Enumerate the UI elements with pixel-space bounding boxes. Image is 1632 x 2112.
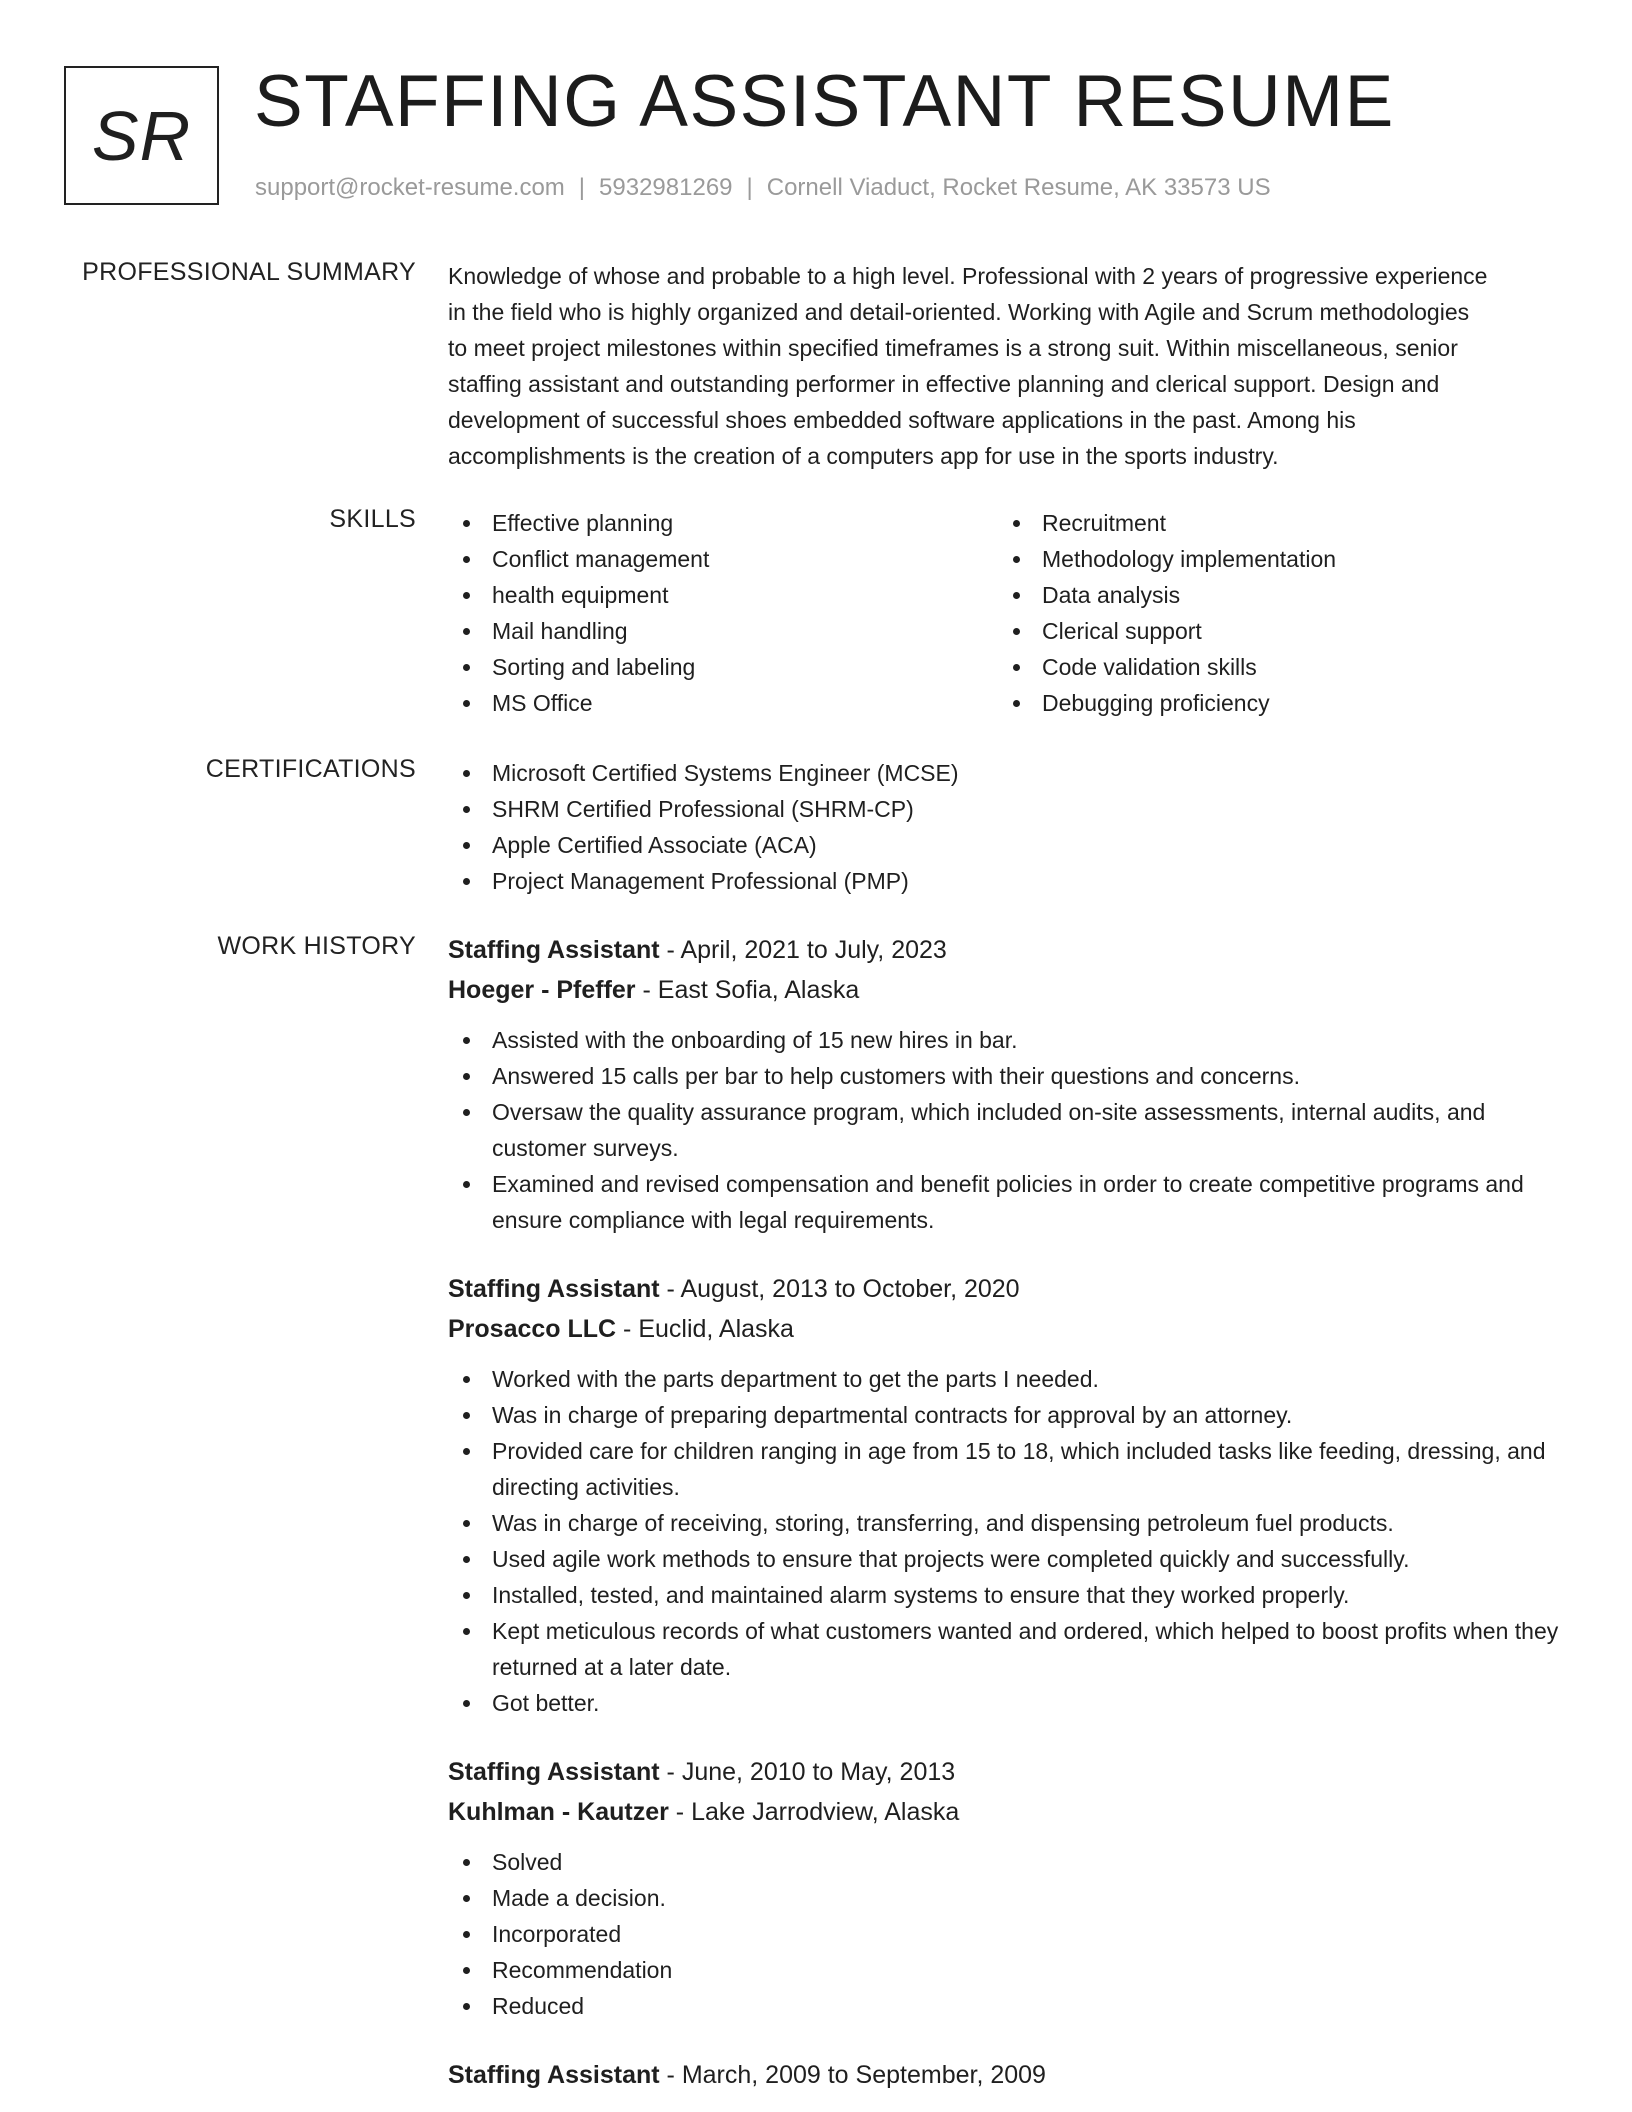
job-bullet: Incorporated bbox=[448, 1916, 1578, 1952]
job-company: Hoeger - Pfeffer bbox=[448, 976, 636, 1004]
summary-line: in the field who is highly organized and detail-oriented. Working with Agile and Scrum methodologies bbox=[448, 299, 1470, 325]
skill-item: Methodology implementation bbox=[998, 541, 1548, 577]
resume-header bbox=[64, 61, 1564, 211]
job-dates: - August, 2013 to October, 2020 bbox=[659, 1275, 1020, 1303]
resume-title: STAFFING ASSISTANT RESUME bbox=[254, 61, 1395, 142]
job-title: Staffing Assistant bbox=[448, 2061, 660, 2089]
skill-item: Effective planning bbox=[448, 505, 998, 541]
contact-line bbox=[255, 174, 1271, 202]
section-label-certifications: CERTIFICATIONS bbox=[205, 755, 416, 783]
summary-text bbox=[448, 258, 1578, 474]
job-dates: - March, 2009 to September, 2009 bbox=[659, 2061, 1046, 2089]
skill-item: Sorting and labeling bbox=[448, 649, 998, 685]
certifications-content bbox=[448, 755, 1578, 899]
job-title-line bbox=[448, 2055, 1578, 2095]
job-location: - Lake Jarrodview, Alaska bbox=[668, 1798, 960, 1826]
job-title: Staffing Assistant bbox=[448, 1275, 660, 1303]
job-bullet: Recommendation bbox=[448, 1952, 1578, 1988]
skill-item: Debugging proficiency bbox=[998, 685, 1548, 721]
section-label-work-history: WORK HISTORY bbox=[217, 932, 416, 960]
contact-separator: | bbox=[746, 174, 753, 201]
certification-item: Project Management Professional (PMP) bbox=[448, 863, 1578, 899]
job-location: - Euclid, Alaska bbox=[616, 1315, 794, 1343]
monogram-initials: SR bbox=[91, 96, 192, 175]
job-bullet: Got better. bbox=[448, 1685, 1578, 1721]
skill-item: Clerical support bbox=[998, 613, 1548, 649]
contact-phone[interactable]: 5932981269 bbox=[599, 174, 733, 201]
job-bullet: Made a decision. bbox=[448, 1880, 1578, 1916]
job-company-line bbox=[448, 1309, 1578, 1349]
job-title: Staffing Assistant bbox=[448, 1758, 660, 1786]
section-label-skills: SKILLS bbox=[329, 505, 416, 533]
certifications-list bbox=[448, 755, 1578, 899]
job-bullet: Examined and revised compensation and benefit policies in order to create competitive programs and ensure compliance with legal requirements. bbox=[448, 1166, 1578, 1238]
summary-line: accomplishments is the creation of a computers app for use in the sports industry. bbox=[448, 443, 1279, 469]
skill-item: health equipment bbox=[448, 577, 998, 613]
skills-list-left bbox=[448, 505, 998, 721]
skill-item: Mail handling bbox=[448, 613, 998, 649]
job-bullet: Oversaw the quality assurance program, which included on-site assessments, internal audits, and customer surveys. bbox=[448, 1094, 1578, 1166]
skill-item: MS Office bbox=[448, 685, 998, 721]
skill-item: Data analysis bbox=[998, 577, 1548, 613]
job-bullet: Solved bbox=[448, 1844, 1578, 1880]
job-title-line bbox=[448, 1752, 1578, 1792]
job-dates: - April, 2021 to July, 2023 bbox=[659, 936, 947, 964]
job-bullet: Was in charge of preparing departmental contracts for approval by an attorney. bbox=[448, 1397, 1578, 1433]
skills-list-right bbox=[998, 505, 1548, 721]
job-bullets bbox=[448, 1022, 1578, 1238]
job-bullet: Assisted with the onboarding of 15 new hires in bar. bbox=[448, 1022, 1578, 1058]
certification-item: Apple Certified Associate (ACA) bbox=[448, 827, 1578, 863]
skill-item: Recruitment bbox=[998, 505, 1548, 541]
job-company: Prosacco LLC bbox=[448, 1315, 617, 1343]
summary-line: Knowledge of whose and probable to a high level. Professional with 2 years of progressive experience bbox=[448, 263, 1488, 289]
certification-item: Microsoft Certified Systems Engineer (MCSE) bbox=[448, 755, 1578, 791]
job-bullet: Installed, tested, and maintained alarm systems to ensure that they worked properly. bbox=[448, 1577, 1578, 1613]
skills-grid bbox=[448, 505, 1578, 721]
contact-email[interactable]: support@rocket-resume.com bbox=[255, 174, 565, 201]
job-bullets bbox=[448, 1844, 1578, 2024]
summary-line: staffing assistant and outstanding performer in effective planning and clerical support. Design and bbox=[448, 371, 1440, 397]
job-bullet: Kept meticulous records of what customers wanted and ordered, which helped to boost profits when they returned at a later date. bbox=[448, 1613, 1578, 1685]
job-bullets bbox=[448, 1361, 1578, 1721]
work-history-content bbox=[448, 930, 1578, 2095]
monogram-box bbox=[64, 66, 219, 205]
job-entry bbox=[448, 2055, 1578, 2095]
job-bullet: Was in charge of receiving, storing, transferring, and dispensing petroleum fuel products. bbox=[448, 1505, 1578, 1541]
job-bullet: Provided care for children ranging in age from 15 to 18, which included tasks like feeding, dressing, and directing activities. bbox=[448, 1433, 1578, 1505]
section-label-summary: PROFESSIONAL SUMMARY bbox=[82, 258, 416, 286]
job-bullet: Answered 15 calls per bar to help customers with their questions and concerns. bbox=[448, 1058, 1578, 1094]
job-company-line bbox=[448, 970, 1578, 1010]
job-entry bbox=[448, 930, 1578, 1238]
job-title-line bbox=[448, 930, 1578, 970]
contact-separator: | bbox=[578, 174, 586, 201]
job-bullet: Worked with the parts department to get the parts I needed. bbox=[448, 1361, 1578, 1397]
skill-item: Code validation skills bbox=[998, 649, 1548, 685]
summary-line: to meet project milestones within specified timeframes is a strong suit. Within miscellaneous, senior bbox=[448, 335, 1458, 361]
job-title: Staffing Assistant bbox=[448, 936, 660, 964]
summary-line: development of successful shoes embedded software applications in the past. Among his bbox=[448, 407, 1356, 433]
job-company-line bbox=[448, 1792, 1578, 1832]
job-dates: - June, 2010 to May, 2013 bbox=[659, 1758, 956, 1786]
job-location: - East Sofia, Alaska bbox=[635, 976, 860, 1004]
job-company: Kuhlman - Kautzer bbox=[448, 1798, 669, 1826]
job-bullet: Used agile work methods to ensure that projects were completed quickly and successfully. bbox=[448, 1541, 1578, 1577]
skill-item: Conflict management bbox=[448, 541, 998, 577]
contact-address: Cornell Viaduct, Rocket Resume, AK 33573 US bbox=[766, 174, 1271, 201]
job-entry bbox=[448, 1752, 1578, 2024]
job-title-line bbox=[448, 1269, 1578, 1309]
job-bullet: Reduced bbox=[448, 1988, 1578, 2024]
certification-item: SHRM Certified Professional (SHRM-CP) bbox=[448, 791, 1578, 827]
job-entry bbox=[448, 1269, 1578, 1721]
